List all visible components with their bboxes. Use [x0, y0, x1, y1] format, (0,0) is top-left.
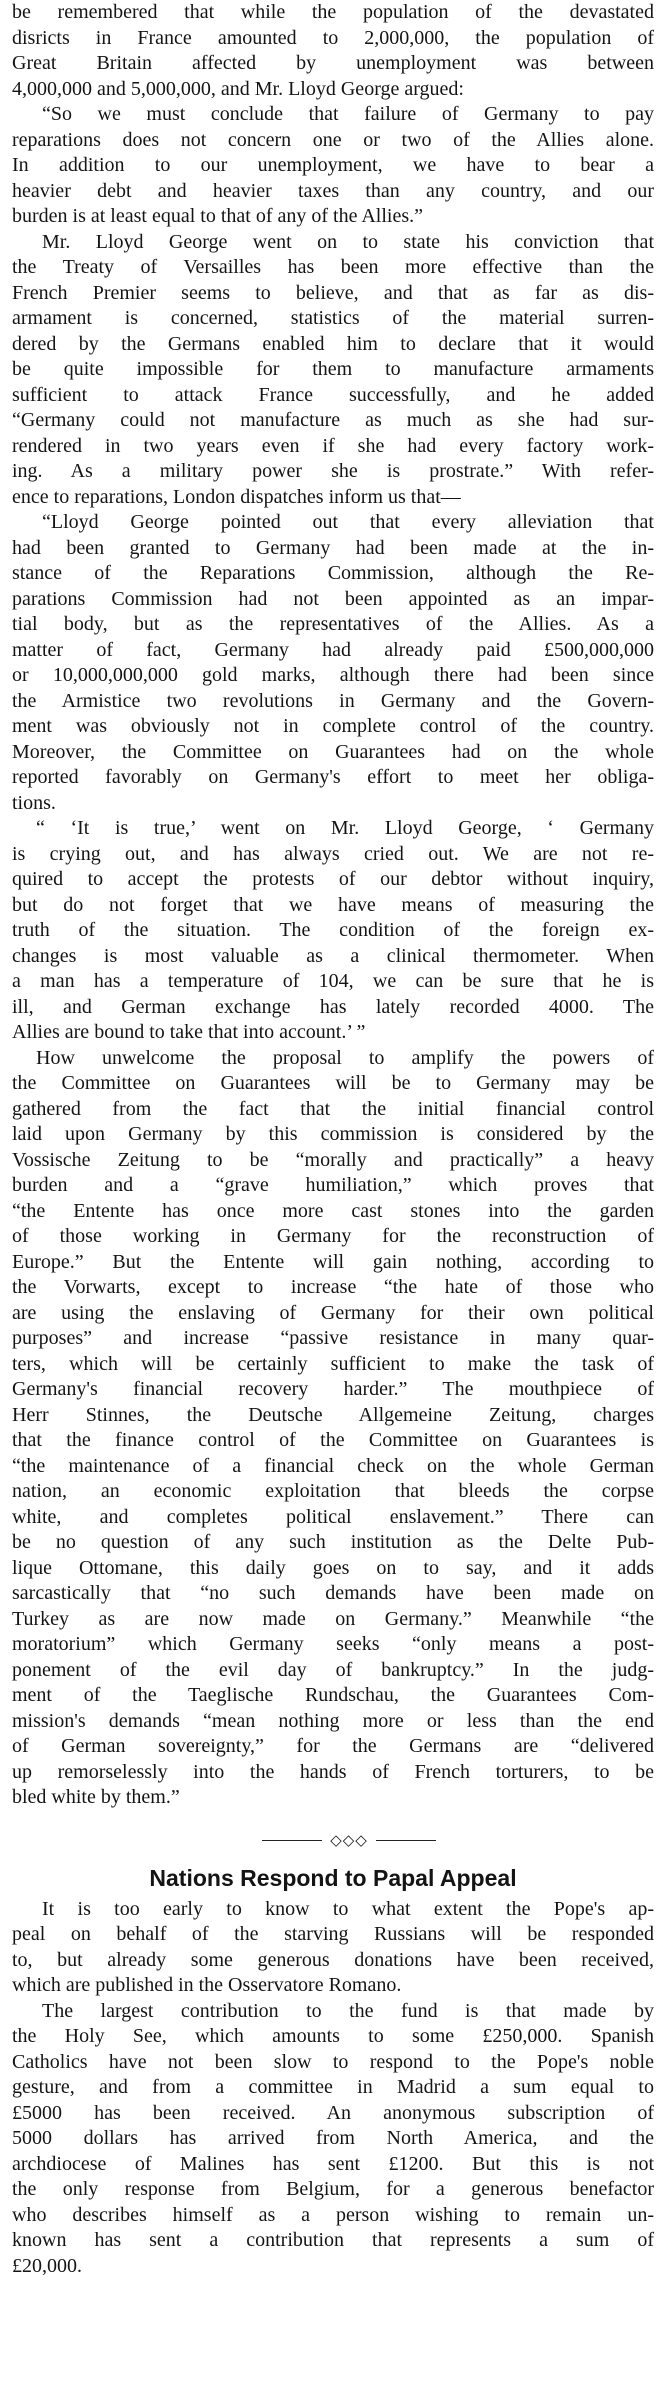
- article-papal-appeal: [12, 1897, 654, 2280]
- text-line: ters, which will be certainly sufficient to make the task of: [12, 1352, 654, 1375]
- text-line: Great Britain affected by unemployment was between: [12, 52, 654, 74]
- text-line: Vossische Zeitung to be “morally and practically” a heavy: [12, 1148, 654, 1171]
- separator-rule-right: [376, 1840, 436, 1841]
- text-line: changes is most valuable as a clinical thermometer. When: [12, 944, 654, 967]
- text-line: “ ‘It is true,’ went on Mr. Lloyd George, ‘ Germany: [36, 817, 654, 839]
- text-line: the Treaty of Versailles has been more effective than the: [12, 256, 654, 278]
- text-line: reparations does not concern one or two of the Allies alone.: [12, 128, 654, 151]
- text-line: parations Commission had not been appointed as an impar-: [12, 587, 654, 610]
- text-line: or 10,000,000,000 gold marks, although there had been since: [12, 664, 654, 686]
- text-line: is crying out, and has always cried out. We are not re-: [12, 842, 654, 865]
- text-line: lique Ottomane, this daily goes on to say, and it adds: [12, 1556, 654, 1579]
- text-line: Catholics have not been slow to respond to the Pope's noble: [12, 2050, 654, 2073]
- text-line: ment was obviously not in complete control of the country.: [12, 715, 654, 737]
- text-line: but do not forget that we have means of measuring the: [12, 893, 654, 916]
- text-line: bled white by them.”: [12, 1786, 180, 1808]
- separator-ornament: ◇◇◇: [330, 1832, 368, 1849]
- text-line: be no question of any such institution as the Delte Pub-: [12, 1531, 654, 1553]
- text-line: heavier debt and heavier taxes than any country, and our: [12, 179, 654, 202]
- text-line: moratorium” which Germany seeks “only means a post-: [12, 1633, 654, 1655]
- text-line: “Germany could not manufacture as much as she had sur-: [12, 409, 654, 431]
- text-line: archdiocese of Malines has sent £1200. But this is not: [12, 2152, 654, 2175]
- text-line: armament is concerned, statistics of the material surren-: [12, 307, 654, 329]
- text-line: matter of fact, Germany had already paid £500,000,000: [12, 638, 654, 661]
- text-line: be quite impossible for them to manufacture armaments: [12, 358, 654, 380]
- text-line: “So we must conclude that failure of Germany to pay: [42, 103, 654, 125]
- text-line: sufficient to attack France successfully, and he added: [12, 383, 654, 406]
- text-line: mission's demands “mean nothing more or less than the end: [12, 1709, 654, 1732]
- text-line: Moreover, the Committee on Guarantees had on the whole: [12, 740, 654, 763]
- text-line: disricts in France amounted to 2,000,000, the population of: [12, 26, 654, 49]
- text-line: £5000 has been received. An anonymous subscription of: [12, 2101, 654, 2124]
- text-line: Europe.” But the Entente will gain nothing, according to: [12, 1250, 654, 1273]
- article-lloyd-george-reparations: [12, 0, 654, 1811]
- text-line: In addition to our unemployment, we have to bear a: [12, 154, 654, 176]
- section-separator: [12, 1821, 654, 1861]
- text-line: “the Entente has once more cast stones into the garden: [12, 1199, 654, 1222]
- text-line: “the maintenance of a financial check on the whole German: [12, 1454, 654, 1477]
- text-line: rendered in two years even if she had every factory work-: [12, 434, 654, 457]
- text-line: that the finance control of the Committee on Guarantees is: [12, 1429, 654, 1451]
- text-line: Germany's financial recovery harder.” The mouthpiece of: [12, 1378, 654, 1400]
- text-line: How unwelcome the proposal to amplify the powers of: [36, 1046, 654, 1069]
- text-line: are using the enslaving of Germany for their own political: [12, 1301, 654, 1324]
- text-line: known has sent a contribution that represents a sum of: [12, 2229, 654, 2251]
- text-line: tial body, but as the representatives of the Allies. As a: [12, 613, 654, 635]
- text-line: ment of the Taeglische Rundschau, the Guarantees Com-: [12, 1684, 654, 1706]
- text-line: nation, an economic exploitation that bleeds the corpse: [12, 1480, 654, 1502]
- text-line: ing. As a military power she is prostrate.” With refer-: [12, 460, 654, 482]
- text-line: stance of the Reparations Commission, although the Re-: [12, 562, 654, 584]
- text-line: It is too early to know to what extent the Pope's ap-: [42, 1897, 654, 1920]
- text-line: ence to reparations, London dispatches inform us that—: [12, 485, 461, 508]
- text-line: which are published in the Osservatore Romano.: [12, 1974, 402, 1996]
- text-line: of German sovereignty,” for the Germans are “delivered: [12, 1735, 654, 1757]
- text-line: quired to accept the protests of our debtor without inquiry,: [12, 868, 654, 890]
- article-heading: Nations Respond to Papal Appeal: [149, 1864, 517, 1891]
- text-line: the Vorwarts, except to increase “the hate of those who: [12, 1276, 654, 1298]
- text-line: the Holy See, which amounts to some £250,000. Spanish: [12, 2025, 654, 2047]
- text-line: of those working in Germany for the reconstruction of: [12, 1225, 654, 1247]
- text-line: “Lloyd George pointed out that every alleviation that: [42, 511, 654, 533]
- text-line: sarcastically that “no such demands have been made on: [12, 1582, 654, 1604]
- text-line: Mr. Lloyd George went on to state his conviction that: [42, 230, 654, 253]
- text-line: tions.: [12, 791, 56, 814]
- text-line: up remorselessly into the hands of French torturers, to be: [12, 1760, 654, 1783]
- text-line: gesture, and from a committee in Madrid a sum equal to: [12, 2076, 654, 2098]
- text-line: £20,000.: [12, 2254, 82, 2277]
- text-line: truth of the situation. The condition of the foreign ex-: [12, 919, 654, 941]
- text-line: had been granted to Germany had been made at the in-: [12, 536, 654, 559]
- text-line: 5000 dollars has arrived from North America, and the: [12, 2127, 654, 2149]
- text-line: Turkey as are now made on Germany.” Meanwhile “the: [12, 1607, 654, 1630]
- text-line: reported favorably on Germany's effort to meet her obliga-: [12, 766, 654, 788]
- text-line: a man has a temperature of 104, we can be sure that he is: [12, 970, 654, 992]
- text-line: the Committee on Guarantees will be to Germany may be: [12, 1072, 654, 1094]
- text-line: French Premier seems to believe, and that as far as dis-: [12, 281, 654, 304]
- text-line: gathered from the fact that the initial financial control: [12, 1097, 654, 1120]
- text-line: burden and a “grave humiliation,” which proves that: [12, 1174, 654, 1196]
- text-line: dered by the Germans enabled him to declare that it would: [12, 332, 654, 355]
- text-line: laid upon Germany by this commission is considered by the: [12, 1123, 654, 1145]
- text-line: who describes himself as a person wishing to remain un-: [12, 2203, 654, 2226]
- text-line: peal on behalf of the starving Russians will be responded: [12, 1923, 654, 1945]
- text-line: Herr Stinnes, the Deutsche Allgemeine Zeitung, charges: [12, 1403, 654, 1426]
- separator-rule-left: [262, 1840, 322, 1841]
- text-line: burden is at least equal to that of any of the Allies.”: [12, 205, 423, 227]
- text-line: to, but already some generous donations have been received,: [12, 1948, 654, 1971]
- text-line: ponement of the evil day of bankruptcy.” In the judg-: [12, 1658, 654, 1681]
- text-line: the Armistice two revolutions in Germany and the Govern-: [12, 689, 654, 712]
- text-line: the only response from Belgium, for a generous benefactor: [12, 2178, 654, 2200]
- text-line: 4,000,000 and 5,000,000, and Mr. Lloyd George argued:: [12, 77, 464, 100]
- text-line: purposes” and increase “passive resistance in many quar-: [12, 1327, 654, 1349]
- text-line: The largest contribution to the fund is that made by: [42, 1999, 654, 2022]
- text-line: Allies are bound to take that into account.’ ”: [12, 1021, 366, 1043]
- text-line: ill, and German exchange has lately recorded 4000. The: [12, 995, 654, 1018]
- text-line: be remembered that while the population of the devastated: [12, 1, 654, 23]
- text-line: white, and completes political enslavement.” There can: [12, 1505, 654, 1528]
